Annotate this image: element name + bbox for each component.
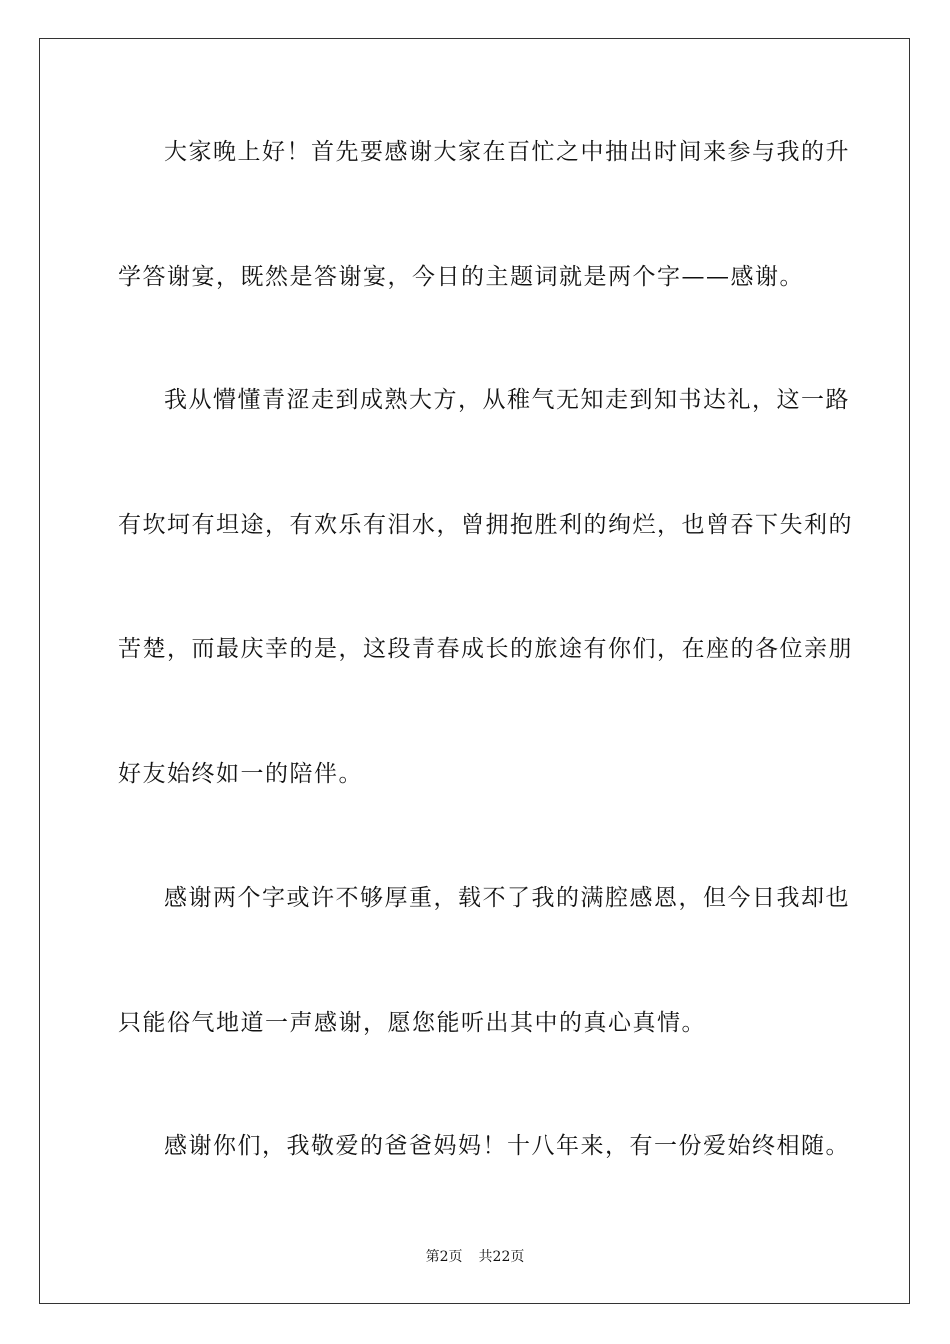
text-line-8: 只能俗气地道一声感谢，愿您能听出其中的真心真情。 <box>118 1010 706 1036</box>
text-line-5: 苦楚，而最庆幸的是，这段青春成长的旅途有你们，在座的各位亲朋 <box>118 636 853 662</box>
text-line-7: 感谢两个字或许不够厚重，载不了我的满腔感恩，但今日我却也 <box>164 885 850 911</box>
text-line-3: 我从懵懂青涩走到成熟大方，从稚气无知走到知书达礼，这一路 <box>164 387 850 413</box>
text-line-9: 感谢你们，我敬爱的爸爸妈妈！十八年来，有一份爱始终相随。 <box>164 1133 850 1159</box>
text-line-1: 大家晚上好！首先要感谢大家在百忙之中抽出时间来参与我的升 <box>164 139 850 165</box>
page-footer <box>0 1247 950 1267</box>
text-line-4: 有坎坷有坦途，有欢乐有泪水，曾拥抱胜利的绚烂，也曾吞下失利的 <box>118 512 853 538</box>
page-number: 第2页 <box>425 1249 463 1265</box>
text-line-6: 好友始终如一的陪伴。 <box>118 761 363 787</box>
page-total: 共22页 <box>478 1249 525 1265</box>
text-line-2: 学答谢宴，既然是答谢宴，今日的主题词就是两个字——感谢。 <box>118 264 804 290</box>
page-border <box>39 38 910 1304</box>
